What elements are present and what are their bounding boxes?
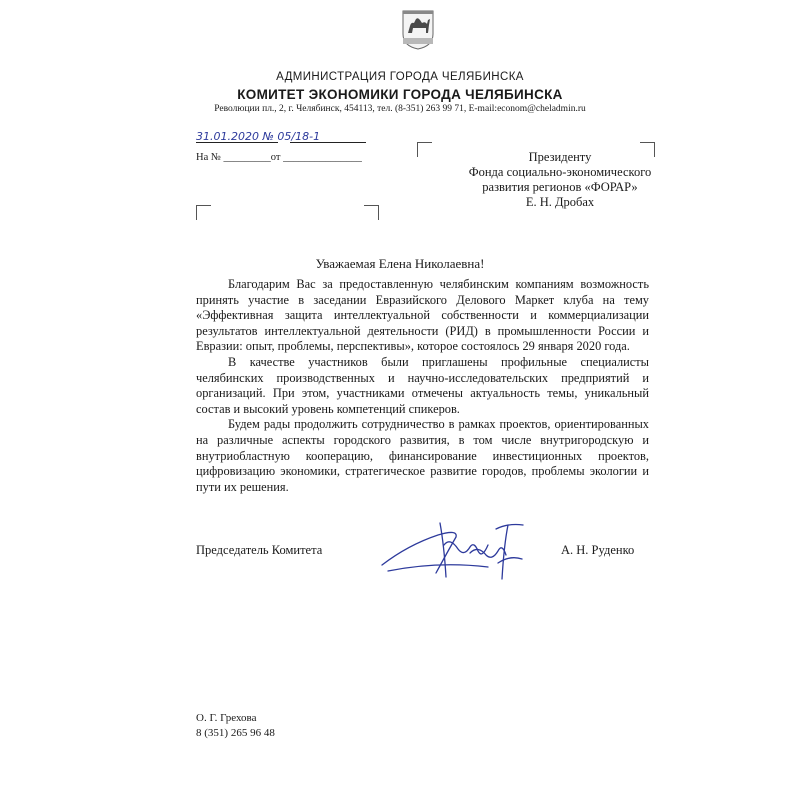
signatory-name: А. Н. Руденко — [561, 543, 635, 557]
addressee-line-1: Президенту — [528, 150, 592, 164]
signatory-title: Председатель Комитета — [196, 543, 323, 557]
bracket-left-top-right — [364, 205, 379, 220]
city-emblem-icon — [401, 8, 435, 50]
contact-line: Революции пл., 2, г. Челябинск, 454113, тел. (8-351) 263 99 71, E-mail:econom@cheladmin.ru — [214, 104, 586, 114]
handwritten-registration: 31.01.2020 № 05/18-1 — [196, 130, 321, 143]
addressee-line-4: Е. Н. Дробах — [525, 195, 595, 209]
bracket-addressee-left — [417, 142, 432, 157]
executor-name: О. Г. Грехова — [196, 712, 257, 724]
signature-icon — [378, 515, 548, 585]
body-paragraph-3: Будем рады продолжить сотрудничество в рамках проектов, ориентированных на различные аспекты городского развития, в том числе внутригородскую и внутриобластную кооперацию, финансирование инвестиционных проектов, цифровизацию экономики, стратегическое развитие городов, проблемы экологии и пути их решения. — [196, 417, 649, 494]
greeting: Уважаемая Елена Николаевна! — [315, 256, 485, 271]
letter-body — [196, 277, 649, 495]
executor-phone: 8 (351) 265 96 48 — [196, 727, 275, 739]
reply-to-field: На № _________от _______________ — [196, 152, 362, 163]
body-paragraph-2: В качестве участников были приглашены профильные специалисты челябинских производственных и научно-исследовательских предприятий и организаций. При этом, участниками отмечены актуальность темы, уникальный состав и высокий уровень компетенций спикеров. — [196, 354, 649, 416]
addressee-line-3: развития регионов «ФОРАР» — [482, 180, 638, 194]
administration-title: АДМИНИСТРАЦИЯ ГОРОДА ЧЕЛЯБИНСКА — [276, 71, 524, 83]
addressee-block — [440, 150, 680, 210]
bracket-left-top — [196, 205, 211, 220]
addressee-line-2: Фонда социально-экономического — [468, 165, 652, 179]
committee-title: КОМИТЕТ ЭКОНОМИКИ ГОРОДА ЧЕЛЯБИНСКА — [237, 87, 563, 102]
body-paragraph-1: Благодарим Вас за предоставленную челябинским компаниям возможность принять участие в заседании Евразийского Делового Маркет клуба на тему «Эффективная защита интеллектуальной собственности и коммерциализации результатов интеллектуальной деятельности (РИД) в промышленности России и Евразии: опыт, проблемы, перспективы», которое состоялось 29 января 2020 года. — [196, 277, 649, 354]
